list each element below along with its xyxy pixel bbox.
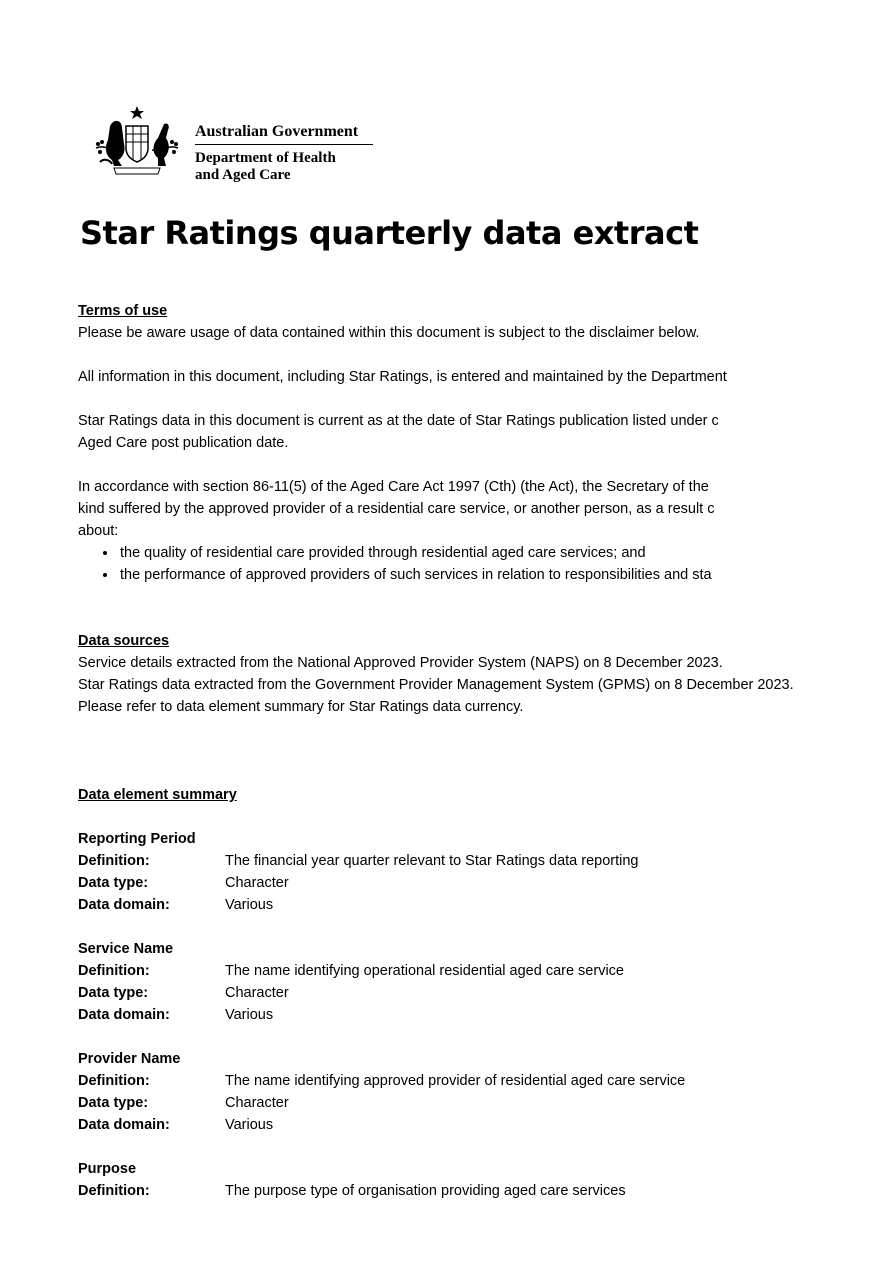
data-type-value: Character (225, 985, 289, 1001)
data-type-value: Character (225, 875, 289, 891)
element-name: Reporting Period (78, 831, 196, 847)
terms-paragraph-3-line-2: Aged Care post publication date. (78, 435, 289, 451)
data-type-row (78, 982, 882, 1004)
terms-paragraph-3-line-1: Star Ratings data in this document is current as at the date of Star Ratings publication listed under c (78, 413, 719, 429)
data-domain-row (78, 1114, 882, 1136)
element-name: Service Name (78, 941, 174, 957)
data-type-label: Data type: (78, 1095, 149, 1111)
department-name-line2: and Aged Care (195, 167, 291, 183)
sources-heading: Data sources (78, 633, 170, 649)
data-domain-value: Various (225, 1117, 274, 1133)
data-domain-row (78, 894, 882, 916)
gov-name: Australian Government (195, 123, 359, 140)
terms-heading: Terms of use (78, 303, 168, 319)
wordmark-divider (195, 144, 373, 145)
definition-row (78, 960, 882, 982)
data-type-label: Data type: (78, 875, 149, 891)
list-item (118, 564, 882, 586)
terms-bullet-list (78, 542, 882, 586)
element-name: Provider Name (78, 1051, 181, 1067)
page-title: Star Ratings quarterly data extract (80, 214, 699, 252)
data-domain-label: Data domain: (78, 1117, 170, 1133)
definition-value: The purpose type of organisation providing aged care services (225, 1183, 626, 1199)
document-body (78, 300, 882, 1202)
government-wordmark (195, 122, 373, 184)
data-domain-label: Data domain: (78, 897, 170, 913)
data-type-value: Character (225, 1095, 289, 1111)
terms-paragraph-4-line-3: about: (78, 523, 119, 539)
bullet-text: • the quality of residential care provided through residential aged care services; and (120, 545, 646, 561)
definition-value: The financial year quarter relevant to Star Ratings data reporting (225, 853, 639, 869)
sources-line-1: Service details extracted from the National Approved Provider System (NAPS) on 8 December 2023. (78, 655, 723, 671)
definition-value: The name identifying approved provider of residential aged care service (225, 1073, 686, 1089)
government-logo (92, 100, 392, 192)
data-domain-value: Various (225, 897, 274, 913)
data-type-row (78, 872, 882, 894)
data-type-label: Data type: (78, 985, 149, 1001)
definition-label: Definition: (78, 1073, 150, 1089)
terms-paragraph-1: Please be aware usage of data contained within this document is subject to the disclaimer below. (78, 325, 700, 341)
element-name: Purpose (78, 1161, 137, 1177)
definition-value: The name identifying operational residential aged care service (225, 963, 624, 979)
definition-label: Definition: (78, 1183, 150, 1199)
sources-line-3: Please refer to data element summary for Star Ratings data currency. (78, 699, 524, 715)
bullet-text: • the performance of approved providers of such services in relation to responsibilities and sta (120, 567, 712, 583)
sources-line-2: Star Ratings data extracted from the Government Provider Management System (GPMS) on 8 December 2023. (78, 677, 794, 693)
data-domain-value: Various (225, 1007, 274, 1023)
coat-of-arms-icon (92, 104, 182, 176)
definition-label: Definition: (78, 963, 150, 979)
data-domain-label: Data domain: (78, 1007, 170, 1023)
summary-heading: Data element summary (78, 787, 237, 803)
terms-paragraph-4-line-1: In accordance with section 86-11(5) of the Aged Care Act 1997 (Cth) (the Act), the Secretary of the (78, 479, 709, 495)
definition-row (78, 1070, 882, 1092)
terms-paragraph-4-line-2: kind suffered by the approved provider of a residential care service, or another person, as a result c (78, 501, 715, 517)
definition-row (78, 850, 882, 872)
department-name-line1: Department of Health (195, 150, 336, 166)
definition-label: Definition: (78, 853, 150, 869)
data-domain-row (78, 1004, 882, 1026)
terms-paragraph-2: All information in this document, including Star Ratings, is entered and maintained by the Department (78, 369, 727, 385)
list-item (118, 542, 882, 564)
definition-row (78, 1180, 882, 1202)
data-type-row (78, 1092, 882, 1114)
